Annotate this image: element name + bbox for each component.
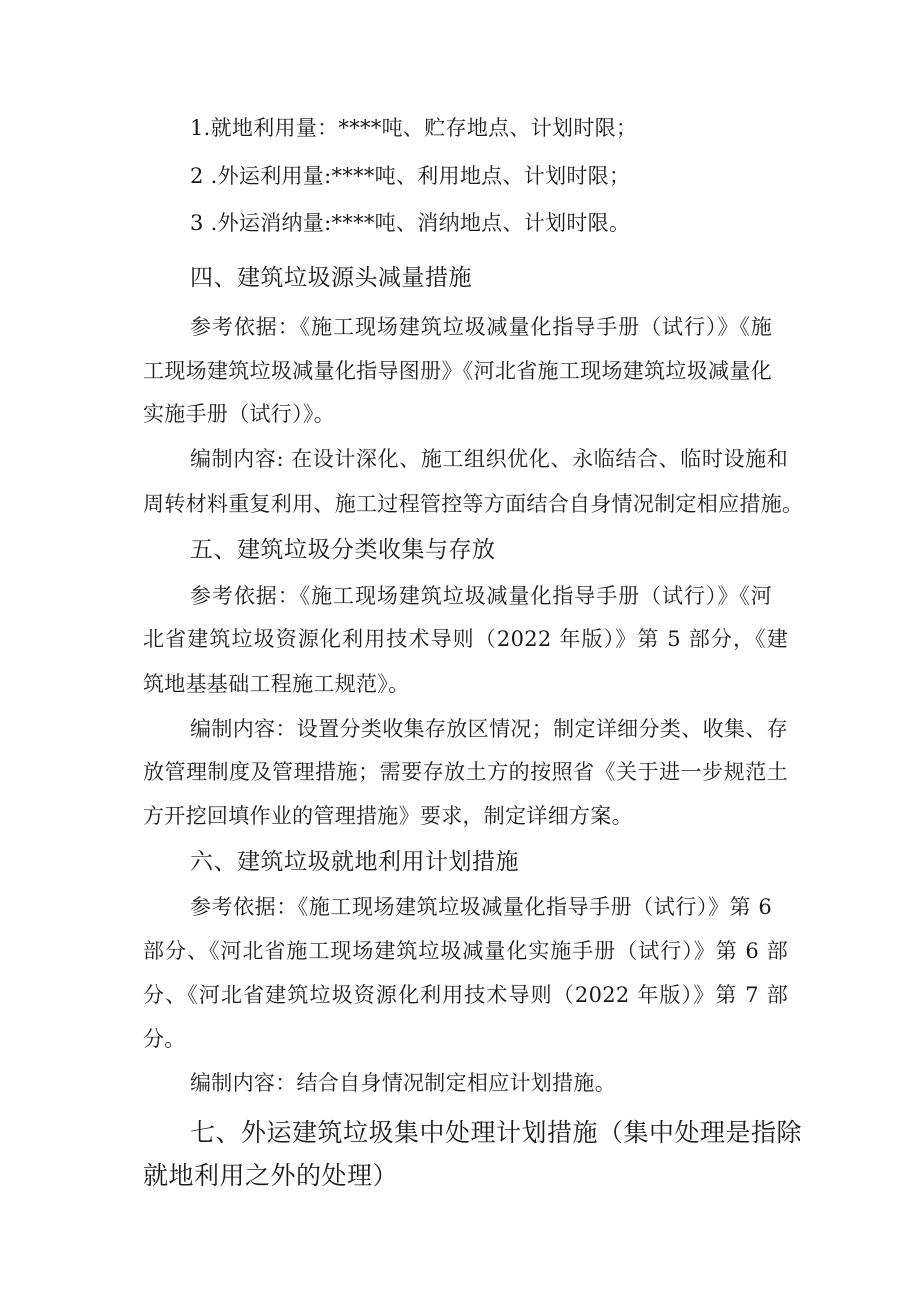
section4-basis-line-3: 实施手册（试行）》。 [143,402,335,426]
section-heading-7-line-2: 就地利用之外的处理） [143,1161,399,1190]
section4-basis-line-1: 参考依据：《施工现场建筑垃圾减量化指导手册（试行）》《施 [190,315,772,339]
section5-basis-line-1: 参考依据：《施工现场建筑垃圾减量化指导手册（试行）》《河 [190,584,772,608]
quantity-item-3: 3 .外运消纳量:****吨、消纳地点、计划时限。 [190,211,631,235]
section5-content-line-1: 编制内容：设置分类收集存放区情况；制定详细分类、收集、存 [190,717,788,741]
section5-basis-line-2: 北省建筑垃圾资源化利用技术导则（2022 年版）》第 5 部分，《建 [143,627,788,651]
section6-content-line-1: 编制内容：结合自身情况制定相应计划措施。 [190,1071,616,1095]
section-heading-6: 六、建筑垃圾就地利用计划措施 [190,849,519,875]
quantity-item-1: 1.就地利用量：****吨、贮存地点、计划时限； [190,116,638,140]
section5-content-line-2: 放管理制度及管理措施；需要存放土方的按照省《关于进一步规范土 [143,760,788,784]
section4-content-line-1: 编制内容: 在设计深化、施工组织优化、永临结合、临时设施和 [190,447,788,471]
section6-basis-line-3: 分、《河北省建筑垃圾资源化利用技术导则（2022 年版）》第 7 部 [143,983,788,1007]
section-heading-7-line-1: 七、外运建筑垃圾集中处理计划措施（集中处理是指除 [190,1118,803,1147]
section6-basis-line-1: 参考依据：《施工现场建筑垃圾减量化指导手册（试行）》第 6 [190,895,772,919]
section6-basis-line-2: 部分、《河北省施工现场建筑垃圾减量化实施手册（试行）》第 6 部 [143,939,788,963]
section5-basis-line-3: 筑地基基础工程施工规范》。 [143,672,410,696]
section-heading-4: 四、建筑垃圾源头减量措施 [190,265,472,291]
section-heading-5: 五、建筑垃圾分类收集与存放 [190,537,496,563]
section6-basis-line-4: 分。 [143,1027,186,1051]
quantity-item-2: 2 .外运利用量:****吨、利用地点、计划时限； [190,164,631,188]
section4-content-line-2: 周转材料重复利用、施工过程管控等方面结合自身情况制定相应措施。 [143,492,804,516]
section4-basis-line-2: 工现场建筑垃圾减量化指导图册》《河北省施工现场建筑垃圾减量化 [143,359,772,383]
section5-content-line-3: 方开挖回填作业的管理措施》要求，制定详细方案。 [143,804,633,828]
